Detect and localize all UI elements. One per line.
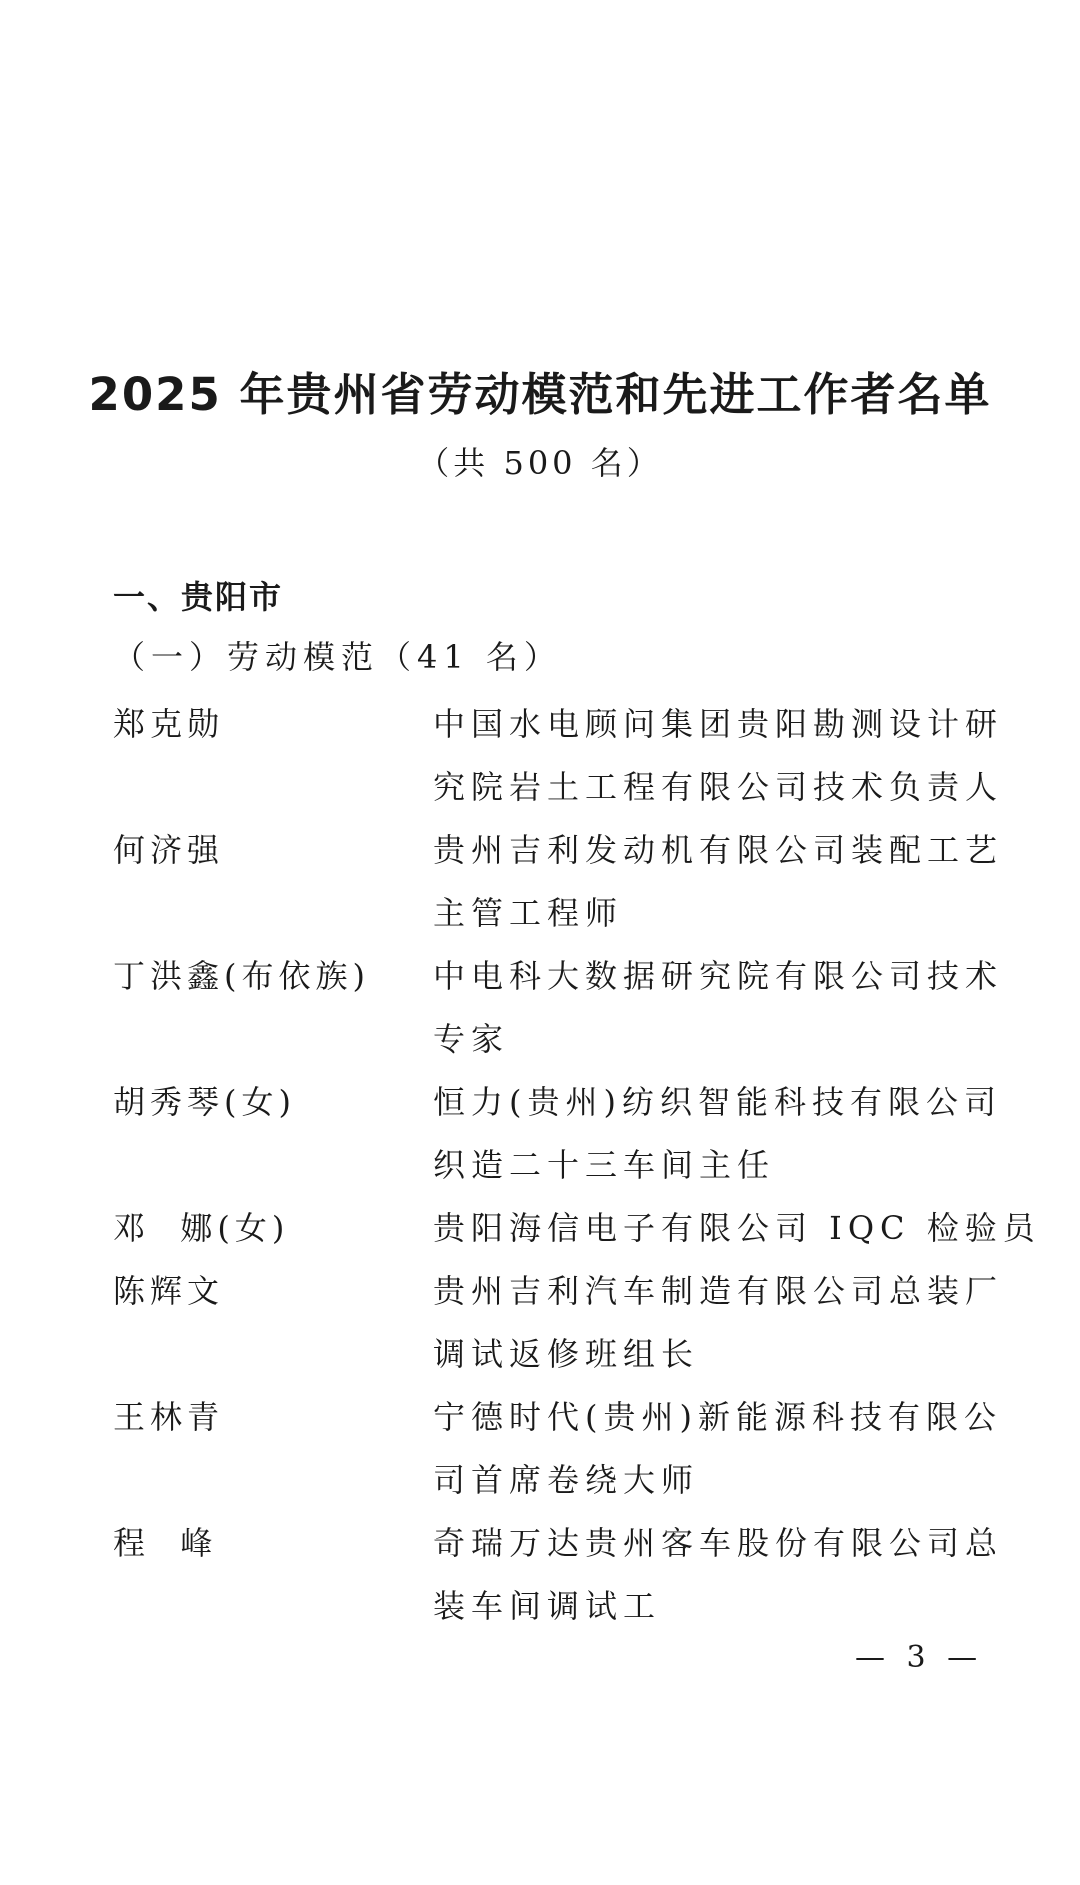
entry-organization [433, 1512, 1013, 1638]
entry-name: 郑克勋 [113, 705, 225, 743]
entry-org-line: 织造二十三车间主任 [433, 1146, 776, 1184]
list-item [113, 1386, 1013, 1512]
list-item [113, 1260, 1013, 1386]
entry-name: 胡秀琴(女) [113, 1083, 296, 1121]
section-heading: 一、贵阳市 [113, 578, 284, 616]
entry-organization [433, 693, 1013, 819]
entry-org-line: 宁德时代(贵州)新能源科技有限公 [433, 1398, 1002, 1436]
entry-org-line: 司首席卷绕大师 [433, 1461, 700, 1499]
entry-organization [433, 1071, 1013, 1197]
entry-organization [433, 1386, 1013, 1512]
entry-org-line: 中电科大数据研究院有限公司技术 [433, 957, 1004, 995]
entry-org-line: 恒力(贵州)纺织智能科技有限公司 [433, 1083, 1002, 1121]
entry-org-line: 中国水电顾问集团贵阳勘测设计研 [433, 705, 1004, 743]
sub-heading: （一）劳动模范（41 名） [113, 638, 562, 676]
list-item [113, 1512, 1013, 1638]
list-item [113, 693, 1013, 819]
entry-name: 程 峰 [113, 1524, 218, 1562]
entry-name: 何济强 [113, 831, 225, 869]
entry-organization [433, 945, 1013, 1071]
entry-list [113, 693, 1041, 1638]
entry-org-line: 调试返修班组长 [433, 1335, 700, 1373]
entry-org-line: 贵阳海信电子有限公司 IQC 检验员 [433, 1209, 1041, 1247]
list-item [113, 819, 1013, 945]
page-number: — 3 — [855, 1640, 984, 1675]
entry-name: 王林青 [113, 1398, 225, 1436]
entry-organization [433, 819, 1013, 945]
entry-org-line: 贵州吉利汽车制造有限公司总装厂 [433, 1272, 1004, 1310]
entry-org-line: 主管工程师 [433, 894, 624, 932]
entry-org-line: 装车间调试工 [433, 1587, 662, 1625]
list-item [113, 945, 1013, 1071]
entry-org-line: 究院岩土工程有限公司技术负责人 [433, 768, 1004, 806]
entry-org-line: 奇瑞万达贵州客车股份有限公司总 [433, 1524, 1004, 1562]
document-title: 2025 年贵州省劳动模范和先进工作者名单 [88, 368, 992, 421]
entry-name: 陈辉文 [113, 1272, 225, 1310]
entry-org-line: 贵州吉利发动机有限公司装配工艺 [433, 831, 1004, 869]
entry-name: 邓 娜(女) [113, 1209, 290, 1247]
list-item [113, 1197, 1041, 1260]
entry-org-line: 专家 [433, 1020, 510, 1058]
list-item [113, 1071, 1013, 1197]
entry-organization [433, 1197, 1041, 1260]
document-subtitle: （共 500 名） [417, 444, 663, 482]
entry-organization [433, 1260, 1013, 1386]
entry-name: 丁洪鑫(布依族) [113, 957, 370, 995]
